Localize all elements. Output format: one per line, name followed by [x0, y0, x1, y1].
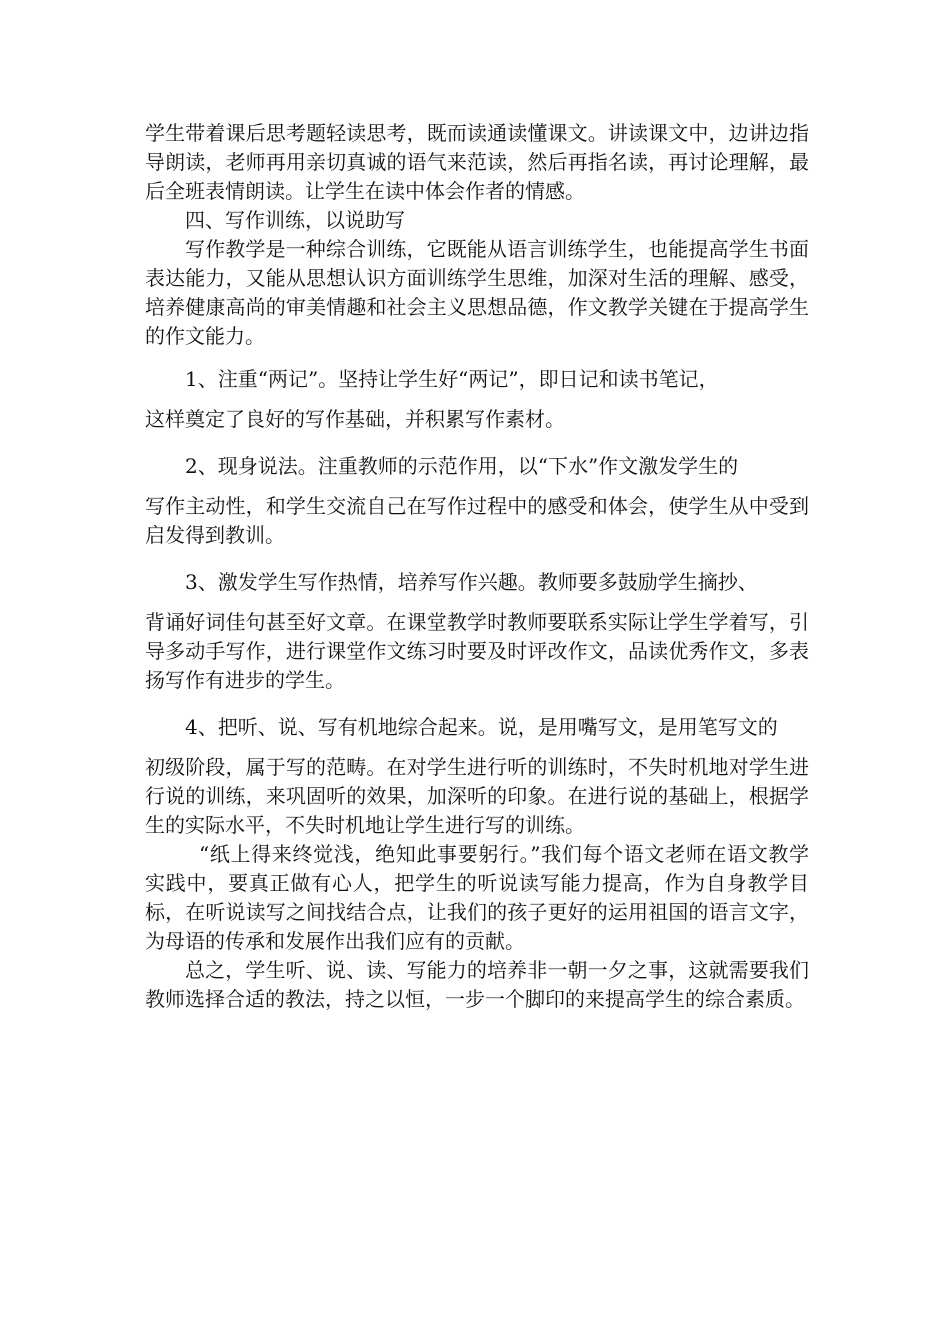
list-item-2 — [145, 448, 809, 550]
list-item-1-cont: 这样奠定了良好的写作基础，并积累写作素材。 — [145, 407, 565, 431]
list-item-1-lead: 1、注重“两记”。坚持让学生好“两记”，即日记和读书笔记， — [185, 367, 719, 391]
list-item-3 — [145, 564, 809, 695]
paragraph-writing-intro: 写作教学是一种综合训练，它既能从语言训练学生，也能提高学生书面表达能力，又能从思想认识方面训练学生思维，加深对生活的理解、感受，培养健康高尚的审美情趣和社会主义思想品德，作文教学关键在于提高学生的作文能力。 — [145, 237, 809, 348]
paragraph-quote: “纸上得来终觉浅，绝知此事要躬行。”我们每个语文老师在语文教学实践中，要真正做有心人，把学生的听说读写能力提高，作为自身教学目标，在听说读写之间找结合点，让我们的孩子更好的运用祖国的语言文字，为母语的传承和发展作出我们应有的贡献。 — [145, 842, 809, 953]
paragraph-reading: 学生带着课后思考题轻读思考，既而读通读懂课文。讲读课文中，边讲边指导朗读，老师再用亲切真诚的语气来范读，然后再指名读，再讨论理解，最后全班表情朗读。让学生在读中体会作者的情感。 — [145, 121, 809, 203]
paragraph-conclusion: 总之，学生听、说、读、写能力的培养非一朝一夕之事，这就需要我们教师选择合适的教法，持之以恒，一步一个脚印的来提高学生的综合素质。 — [145, 958, 809, 1011]
document-page — [145, 119, 809, 1014]
list-item-2-lead: 2、现身说法。注重教师的示范作用，以“下水”作文激发学生的 — [185, 454, 739, 478]
list-item-3-cont: 背诵好词佳句甚至好文章。在课堂教学时教师要联系实际让学生学着写，引导多动手写作，进行课堂作文练习时要及时评改作文，品读优秀作文，多表扬写作有进步的学生。 — [145, 610, 809, 692]
list-item-3-lead: 3、激发学生写作热情，培养写作兴趣。教师要多鼓励学生摘抄、 — [185, 570, 758, 594]
list-item-2-cont: 写作主动性，和学生交流自己在写作过程中的感受和体会，使学生从中受到启发得到教训。 — [145, 494, 809, 547]
list-item-4-cont: 初级阶段，属于写的范畴。在对学生进行听的训练时，不失时机地对学生进行说的训练，来巩固听的效果，加深听的印象。在进行说的基础上，根据学生的实际水平，不失时机地让学生进行写的训练。 — [145, 755, 809, 837]
section-heading-writing: 四、写作训练，以说助写 — [185, 208, 405, 232]
list-item-4 — [145, 709, 809, 840]
list-item-4-lead: 4、把听、说、写有机地综合起来。说，是用嘴写文，是用笔写文的 — [185, 715, 778, 739]
list-item-1 — [145, 361, 809, 434]
